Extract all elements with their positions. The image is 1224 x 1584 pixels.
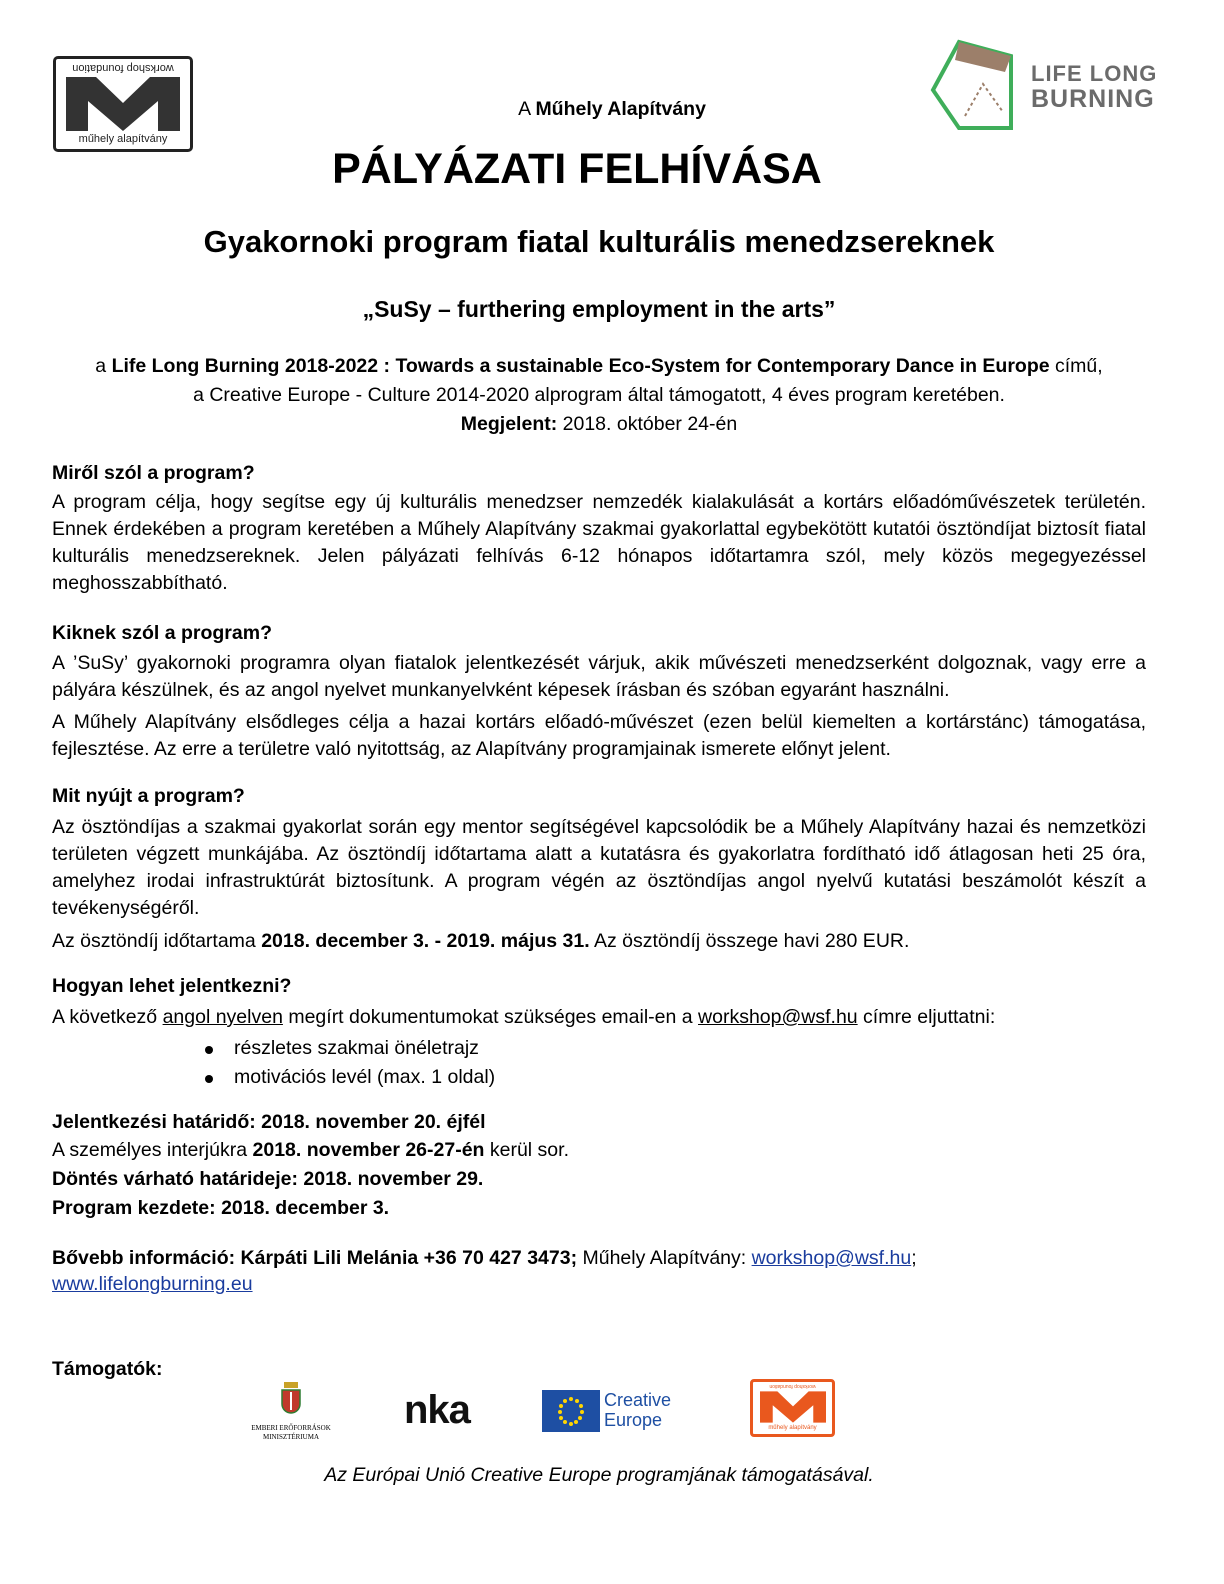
contact-person: Bővebb információ: Kárpáti Lili Melánia +36 70 427 3473; — [52, 1247, 578, 1269]
muhely-small-top-text: workshop foundation — [769, 1383, 816, 1389]
lead-line — [0, 96, 1224, 123]
duration-amount: Az ösztöndíj összege havi 280 EUR. — [589, 930, 910, 952]
offer-heading: Mit nyújt a program? — [52, 785, 245, 807]
muhely-logo-bottom-text: műhely alapítvány — [78, 133, 168, 145]
muhely-small-text: műhely alapítvány — [768, 1425, 817, 1431]
start-date: : 2018. december 3. — [209, 1197, 390, 1219]
emmi-line1: EMBERI ERŐFORRÁSOK — [251, 1424, 331, 1432]
contact-email-link[interactable]: workshop@wsf.hu — [751, 1247, 912, 1269]
offer-text: Az ösztöndíjas a szakmai gyakorlat során egy mentor segítségével kapcsolódik be a Műhely Alapítvány hazai és nemzetközi területen végzett munkájába. Az ösztöndíj időtartama alatt a kutatásra és gyakorlatra fordítható idő átlagosan heti 25 óra, amelyhez irodai infrastruktúrát biztosítunk. A program végén az ösztöndíjas angol nyelvű kutatási beszámolót készít a tevékenységéről. — [52, 816, 1146, 919]
about-text: A program célja, hogy segítse egy új kulturális menedzser nemzedék kialakulását a kortárs előadóművészetek területén. Ennek érdekében a program keretében a Műhely Alapítvány szakmai gyakorlattal egybekötött kutatói ösztöndíjat biztosít fiatal kulturális menedzsereknek. Jelen pályázati felhívás 6-12 hónapos időtartamra szól, mely közös megegyezéssel meghosszabbítható. — [52, 491, 1146, 594]
intro-program-name: Life Long Burning 2018-2022 : Towards a sustainable Eco-System for Contemporary Dance in Europe — [111, 355, 1050, 377]
apply-post: címre eljuttatni: — [857, 1006, 996, 1028]
llb-line2: BURNING — [1031, 85, 1155, 113]
application-deadline: Jelentkezési határidő: 2018. november 20. éjfél — [52, 1111, 486, 1133]
sponsors-label: Támogatók: — [52, 1358, 163, 1380]
who-paragraph-1: A ’SuSy’ gyakornoki programra olyan fiatalok jelentkezését várjuk, akik művészeti menedzserként dolgoznak, vagy erre a pályára készülnek, és az angol nyelvet munkanyelvként képesek írásban és szóban egyaránt használni. — [52, 652, 1146, 701]
muhely-logo-top-text: workshop foundation — [72, 62, 174, 74]
contact-semicolon: ; — [911, 1247, 917, 1269]
intro-line1-post: című, — [1049, 355, 1103, 377]
interview-post: kerül sor. — [484, 1139, 569, 1161]
bullet-text: motivációs levél (max. 1 oldal) — [234, 1066, 496, 1088]
interview-dates: 2018. november 26-27-én — [252, 1139, 485, 1161]
apply-email-link[interactable]: workshop@wsf.hu — [698, 1006, 858, 1028]
ce-line2: Europe — [604, 1410, 663, 1430]
lead-organization: Műhely Alapítvány — [535, 98, 706, 120]
bullet-dot-icon — [205, 1075, 213, 1083]
apply-instructions — [52, 1004, 1146, 1031]
page-title: PÁLYÁZATI FELHÍVÁSA — [332, 145, 822, 193]
who-paragraph-2: A Műhely Alapítvány elsődleges célja a hazai kortárs előadó-művészet (ezen belül kiemelten a kortárstánc) támogatása, fejlesztése. Az erre a területre való nyitottság, az Alapítvány programjainak ismerete előnyt jelent. — [52, 711, 1146, 760]
bullet-dot-icon — [205, 1046, 213, 1054]
interview-pre: A személyes interjúkra — [52, 1139, 253, 1161]
eu-flag-icon — [542, 1390, 600, 1432]
emmi-line2: MINISZTÉRIUMA — [263, 1433, 319, 1441]
published-line — [0, 411, 1198, 438]
duration-dates: 2018. december 3. - 2019. május 31. — [261, 930, 590, 952]
intro-line1-pre: a — [95, 355, 112, 377]
decision-date: : 2018. november 29. — [291, 1168, 484, 1190]
apply-language: angol nyelven — [162, 1006, 283, 1028]
duration-prefix: Az ösztöndíj időtartama — [52, 930, 262, 952]
decision-label: Döntés várható határideje — [52, 1168, 292, 1190]
offer-duration — [52, 928, 1146, 955]
ce-line1: Creative — [604, 1390, 672, 1410]
emmi-logo — [250, 1380, 332, 1441]
nka-logo: nka — [404, 1388, 470, 1432]
start-label: Program kezdete — [52, 1197, 210, 1219]
apply-pre: A következő — [52, 1006, 163, 1028]
interview-line — [52, 1137, 1146, 1164]
intro-line-1 — [0, 353, 1198, 380]
intro-line-2: a Creative Europe - Culture 2014-2020 alprogram által támogatott, 4 éves program keretében. — [193, 384, 1005, 406]
apply-heading: Hogyan lehet jelentkezni? — [52, 975, 292, 997]
start-line — [52, 1195, 1146, 1222]
about-heading: Miről szól a program? — [52, 462, 255, 484]
bullet-text: részletes szakmai önéletrajz — [234, 1037, 479, 1059]
contact-line — [52, 1245, 1146, 1272]
apply-mid: megírt dokumentumokat szükséges email-en a — [282, 1006, 699, 1028]
who-heading: Kiknek szól a program? — [52, 622, 272, 644]
muhely-small-m-icon — [760, 1391, 826, 1423]
lead-prefix: A — [518, 98, 536, 120]
page-subtitle: Gyakornoki program fiatal kulturális menedzsereknek — [203, 224, 995, 259]
llb-line1: LIFE LONG — [1031, 61, 1158, 86]
published-label: Megjelent: — [460, 413, 558, 435]
website-line — [52, 1271, 1146, 1298]
program-quote: „SuSy – furthering employment in the arts” — [362, 296, 836, 322]
decision-line — [52, 1166, 1146, 1193]
contact-org: Műhely Alapítvány: — [577, 1247, 752, 1269]
creative-europe-logo — [542, 1390, 677, 1432]
muhely-small-logo — [750, 1379, 835, 1437]
footer-note: Az Európai Unió Creative Europe programjának támogatásával. — [324, 1464, 874, 1486]
hungarian-coat-of-arms-icon — [250, 1380, 332, 1416]
website-link[interactable]: www.lifelongburning.eu — [52, 1273, 253, 1295]
published-date: 2018. október 24-én — [557, 413, 738, 435]
